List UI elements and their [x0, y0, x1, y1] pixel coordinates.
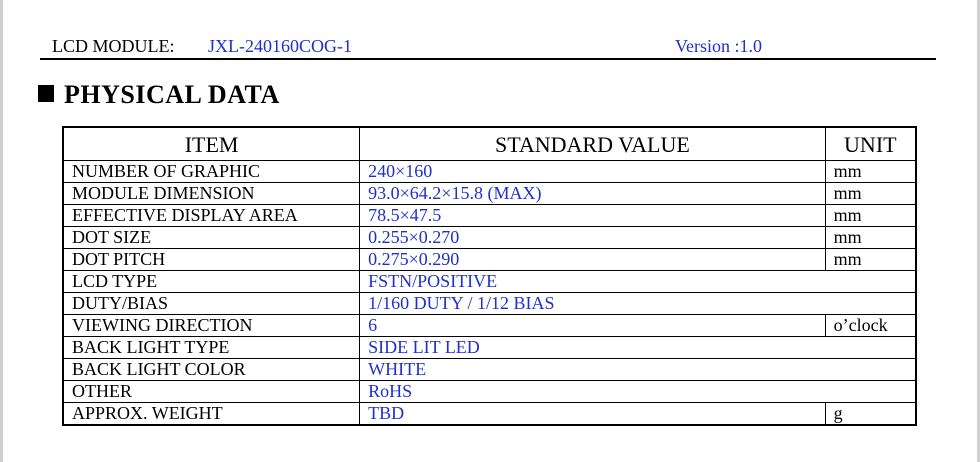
section-title	[38, 80, 280, 110]
item-cell: VIEWING DIRECTION	[63, 315, 360, 337]
item-cell: DOT PITCH	[63, 249, 360, 271]
item-cell: BACK LIGHT TYPE	[63, 337, 360, 359]
header-rule	[40, 58, 936, 60]
item-cell: DOT SIZE	[63, 227, 360, 249]
value-cell: 78.5×47.5	[360, 205, 825, 227]
value-cell: FSTN/POSITIVE	[360, 271, 916, 293]
value-cell: 93.0×64.2×15.8 (MAX)	[360, 183, 825, 205]
unit-cell: mm	[825, 249, 916, 271]
unit-cell: mm	[825, 227, 916, 249]
value-cell: 6	[360, 315, 825, 337]
value-cell: 240×160	[360, 161, 825, 183]
item-cell: LCD TYPE	[63, 271, 360, 293]
square-bullet-icon	[38, 85, 54, 102]
column-header-unit: UNIT	[825, 127, 916, 161]
physical-data-table	[62, 126, 917, 426]
table-row	[63, 271, 916, 293]
unit-cell: mm	[825, 183, 916, 205]
value-cell: SIDE LIT LED	[360, 337, 916, 359]
item-cell: APPROX. WEIGHT	[63, 403, 360, 426]
value-cell: 0.275×0.290	[360, 249, 825, 271]
table-row	[63, 161, 916, 183]
table-row	[63, 381, 916, 403]
page-edge-left	[0, 0, 3, 462]
item-cell: MODULE DIMENSION	[63, 183, 360, 205]
table-row	[63, 249, 916, 271]
column-header-standard-value: STANDARD VALUE	[360, 127, 825, 161]
value-cell: 0.255×0.270	[360, 227, 825, 249]
table-header-row	[63, 127, 916, 161]
item-cell: BACK LIGHT COLOR	[63, 359, 360, 381]
header-label: LCD MODULE:	[52, 36, 175, 56]
section-title-text: PHYSICAL DATA	[64, 80, 280, 109]
header-model: JXL-240160COG-1	[208, 36, 352, 56]
unit-cell: g	[825, 403, 916, 426]
table-row	[63, 315, 916, 337]
unit-cell: o’clock	[825, 315, 916, 337]
value-cell: 1/160 DUTY / 1/12 BIAS	[360, 293, 916, 315]
value-cell: WHITE	[360, 359, 916, 381]
unit-cell: mm	[825, 161, 916, 183]
item-cell: DUTY/BIAS	[63, 293, 360, 315]
table-row	[63, 293, 916, 315]
table-row	[63, 337, 916, 359]
table-row	[63, 359, 916, 381]
item-cell: EFFECTIVE DISPLAY AREA	[63, 205, 360, 227]
column-header-item: ITEM	[63, 127, 360, 161]
table-row	[63, 227, 916, 249]
item-cell: NUMBER OF GRAPHIC	[63, 161, 360, 183]
table-row	[63, 205, 916, 227]
value-cell: TBD	[360, 403, 825, 426]
header-version: Version :1.0	[675, 36, 762, 56]
value-cell: RoHS	[360, 381, 916, 403]
item-cell: OTHER	[63, 381, 360, 403]
unit-cell: mm	[825, 205, 916, 227]
table-row	[63, 183, 916, 205]
document-header	[40, 36, 936, 60]
table-row	[63, 403, 916, 426]
